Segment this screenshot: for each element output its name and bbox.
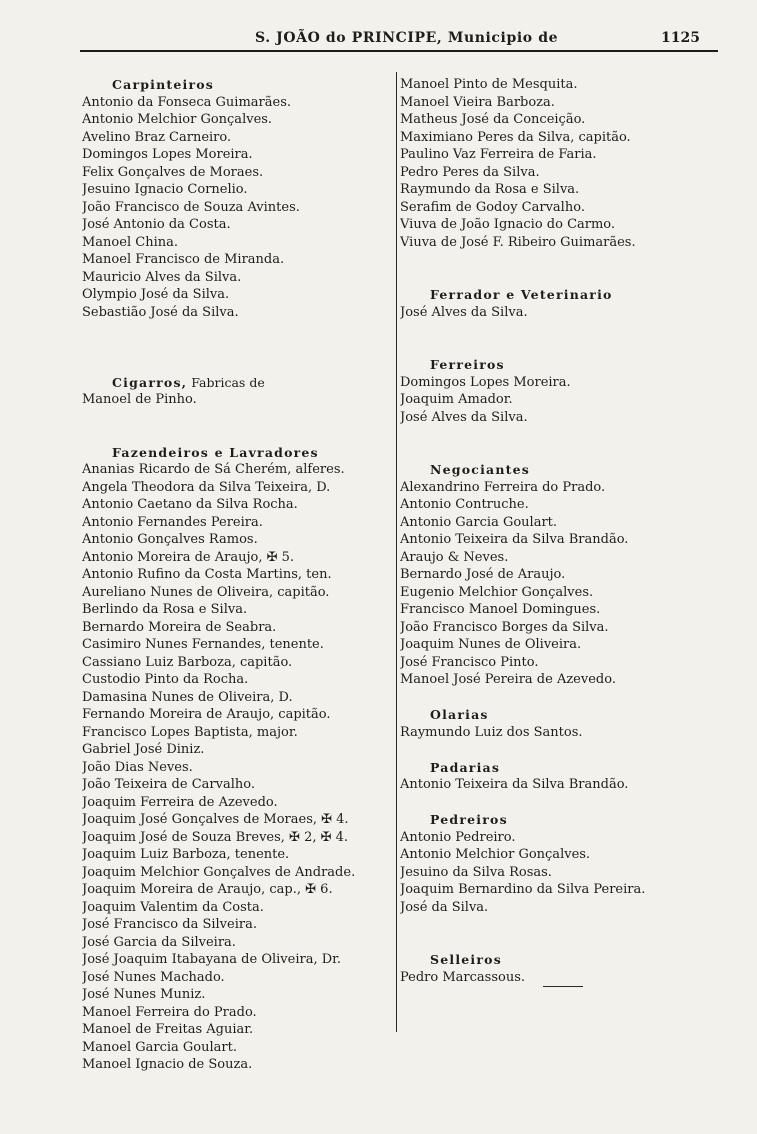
directory-entry: Araujo & Neves. (400, 549, 509, 565)
directory-entry: Antonio Teixeira da Silva Brandão. (400, 532, 629, 547)
directory-entry: Custodio Pinto da Rocha. (82, 672, 249, 687)
directory-entry: Joaquim Ferreira de Azevedo. (82, 794, 278, 810)
directory-entry: José Alves da Silva. (400, 409, 528, 425)
directory-entry: Cassiano Luiz Barboza, capitão. (82, 654, 293, 670)
directory-entry: José Nunes Machado. (82, 969, 225, 985)
directory-entry: Joaquim Amador. (400, 392, 513, 407)
directory-entry: Antonio da Fonseca Guimarães. (82, 94, 291, 110)
directory-entry: Joaquim José de Souza Breves, ✠ 2, ✠ 4. (82, 829, 349, 845)
directory-entry: Berlindo da Rosa e Silva. (82, 602, 248, 617)
directory-entry: Raymundo Luiz dos Santos. (400, 724, 583, 740)
section-heading: Fazendeiros e Lavradores (112, 444, 319, 460)
directory-entry: Avelino Braz Carneiro. (82, 129, 232, 145)
directory-entry: Manoel de Freitas Aguiar. (82, 1022, 254, 1037)
directory-entry: Manoel Garcia Goulart. (82, 1039, 237, 1055)
directory-entry: Alexandrino Ferreira do Prado. (400, 479, 606, 495)
directory-entry: Manoel Ignacio de Souza. (82, 1057, 253, 1072)
directory-entry: Manoel de Pinho. (82, 392, 197, 407)
directory-entry: Eugenio Melchior Gonçalves. (400, 584, 594, 600)
directory-entry: Bernardo José de Araujo. (400, 567, 566, 582)
section-heading: Pedreiros (430, 812, 508, 827)
directory-entry: José Nunes Muniz. (82, 987, 206, 1002)
directory-entry: Aureliano Nunes de Oliveira, capitão. (82, 584, 330, 600)
spacer (400, 689, 700, 707)
directory-entry: Domingos Lopes Moreira. (400, 374, 571, 390)
directory-entry: Antonio Fernandes Pereira. (82, 514, 263, 530)
directory-entry: Manoel Ferreira do Prado. (82, 1004, 257, 1020)
section-heading: Padarias (430, 759, 501, 775)
directory-entry: Casimiro Nunes Fernandes, tenente. (82, 637, 324, 652)
directory-entry: Antonio Melchior Gonçalves. (82, 112, 273, 127)
directory-entry: Viuva de João Ignacio do Carmo. (400, 217, 616, 232)
directory-entry: Antonio Pedreiro. (400, 829, 516, 845)
spacer (82, 409, 394, 444)
column-divider (396, 72, 397, 1032)
directory-entry: Antonio Rufino da Costa Martins, ten. (82, 567, 332, 582)
directory-entry: Joaquim Luiz Barboza, tenente. (82, 847, 290, 862)
directory-entry: Damasina Nunes de Oliveira, D. (82, 689, 293, 705)
section-heading (82, 374, 394, 392)
directory-entry: José Francisco Pinto. (400, 654, 539, 670)
directory-entry: Pedro Peres da Silva. (400, 164, 540, 180)
section-heading-label: Cigarros, (112, 374, 188, 390)
right-column (400, 76, 700, 986)
section-heading: Negociantes (430, 462, 530, 477)
section-heading: Ferrador e Veterinario (430, 287, 613, 302)
section-heading-suffix: Fabricas de (187, 374, 265, 390)
directory-entry: Joaquim Moreira de Araujo, cap., ✠ 6. (82, 882, 333, 897)
section-heading: Olarias (430, 707, 489, 722)
directory-entry: Felix Gonçalves de Moraes. (82, 164, 264, 180)
directory-entry: Antonio Caetano da Silva Rocha. (82, 497, 298, 512)
directory-entry: José Francisco da Silveira. (82, 917, 257, 932)
directory-entry: Manoel Francisco de Miranda. (82, 252, 285, 267)
directory-entry: Antonio Moreira de Araujo, ✠ 5. (82, 549, 295, 565)
running-title: S. JOÃO do PRINCIPE, Municipio de (255, 30, 559, 46)
directory-entry: Joaquim Bernardino da Silva Pereira. (400, 882, 646, 897)
directory-entry: Antonio Contruche. (400, 497, 529, 512)
directory-entry: João Francisco Borges da Silva. (400, 619, 609, 635)
spacer (400, 426, 700, 461)
directory-entry: Sebastião José da Silva. (82, 304, 239, 320)
directory-entry: Joaquim José Gonçalves de Moraes, ✠ 4. (82, 812, 349, 827)
directory-entry: Paulino Vaz Ferreira de Faria. (400, 147, 597, 162)
directory-entry: Joaquim Valentim da Costa. (82, 899, 264, 915)
directory-entry: Pedro Marcassous. (400, 969, 526, 985)
directory-entry: Joaquim Nunes de Oliveira. (400, 637, 582, 652)
directory-entry: Antonio Melchior Gonçalves. (400, 847, 591, 862)
directory-entry: Mauricio Alves da Silva. (82, 269, 242, 285)
directory-entry: Matheus José da Conceição. (400, 112, 586, 127)
directory-entry: Francisco Manoel Domingues. (400, 602, 601, 617)
directory-entry: Manoel China. (82, 234, 178, 250)
directory-entry: Serafim de Godoy Carvalho. (400, 199, 585, 215)
spacer (400, 321, 700, 356)
directory-entry: Antonio Gonçalves Ramos. (82, 532, 258, 547)
spacer (400, 916, 700, 951)
directory-entry: Manoel José Pereira de Azevedo. (400, 672, 616, 687)
directory-entry: João Dias Neves. (82, 759, 193, 775)
header-rule (80, 50, 718, 52)
directory-entry: Francisco Lopes Baptista, major. (82, 724, 298, 740)
spacer (400, 741, 700, 759)
directory-entry: Jesuino da Silva Rosas. (400, 864, 552, 880)
directory-entry: José Alves da Silva. (400, 304, 528, 320)
directory-entry: José Garcia da Silveira. (82, 934, 236, 950)
directory-entry: José Antonio da Costa. (82, 217, 231, 232)
page-header (0, 28, 757, 54)
directory-entry: Gabriel José Diniz. (82, 742, 205, 757)
directory-entry: José da Silva. (400, 899, 489, 915)
directory-entry: Raymundo da Rosa e Silva. (400, 182, 580, 197)
directory-entry: Fernando Moreira de Araujo, capitão. (82, 707, 331, 722)
section-heading: Selleiros (430, 952, 502, 967)
directory-entry: Manoel Pinto de Mesquita. (400, 77, 578, 92)
directory-entry: Viuva de José F. Ribeiro Guimarães. (400, 234, 636, 250)
spacer (82, 356, 394, 374)
directory-entry: João Teixeira de Carvalho. (82, 777, 255, 792)
end-rule (543, 986, 583, 987)
directory-entry: Domingos Lopes Moreira. (82, 147, 253, 162)
section-heading: Ferreiros (430, 357, 505, 372)
directory-entry: Joaquim Melchior Gonçalves de Andrade. (82, 864, 356, 880)
page-number: 1125 (661, 30, 700, 46)
directory-entry: João Francisco de Souza Avintes. (82, 199, 300, 215)
spacer (400, 251, 700, 286)
left-column (82, 76, 394, 1074)
directory-entry: Olympio José da Silva. (82, 287, 230, 302)
directory-entry: Maximiano Peres da Silva, capitão. (400, 129, 631, 145)
directory-entry: Manoel Vieira Barboza. (400, 94, 555, 110)
section-heading: Carpinteiros (112, 77, 215, 92)
directory-entry: José Joaquim Itabayana de Oliveira, Dr. (82, 952, 342, 967)
directory-entry: Angela Theodora da Silva Teixeira, D. (82, 479, 331, 495)
spacer (82, 321, 394, 356)
directory-entry: Jesuino Ignacio Cornelio. (82, 182, 248, 197)
directory-entry: Ananias Ricardo de Sá Cherém, alferes. (82, 462, 345, 477)
directory-entry: Antonio Teixeira da Silva Brandão. (400, 777, 629, 792)
directory-entry: Bernardo Moreira de Seabra. (82, 619, 277, 635)
directory-entry: Antonio Garcia Goulart. (400, 514, 558, 530)
spacer (400, 794, 700, 812)
